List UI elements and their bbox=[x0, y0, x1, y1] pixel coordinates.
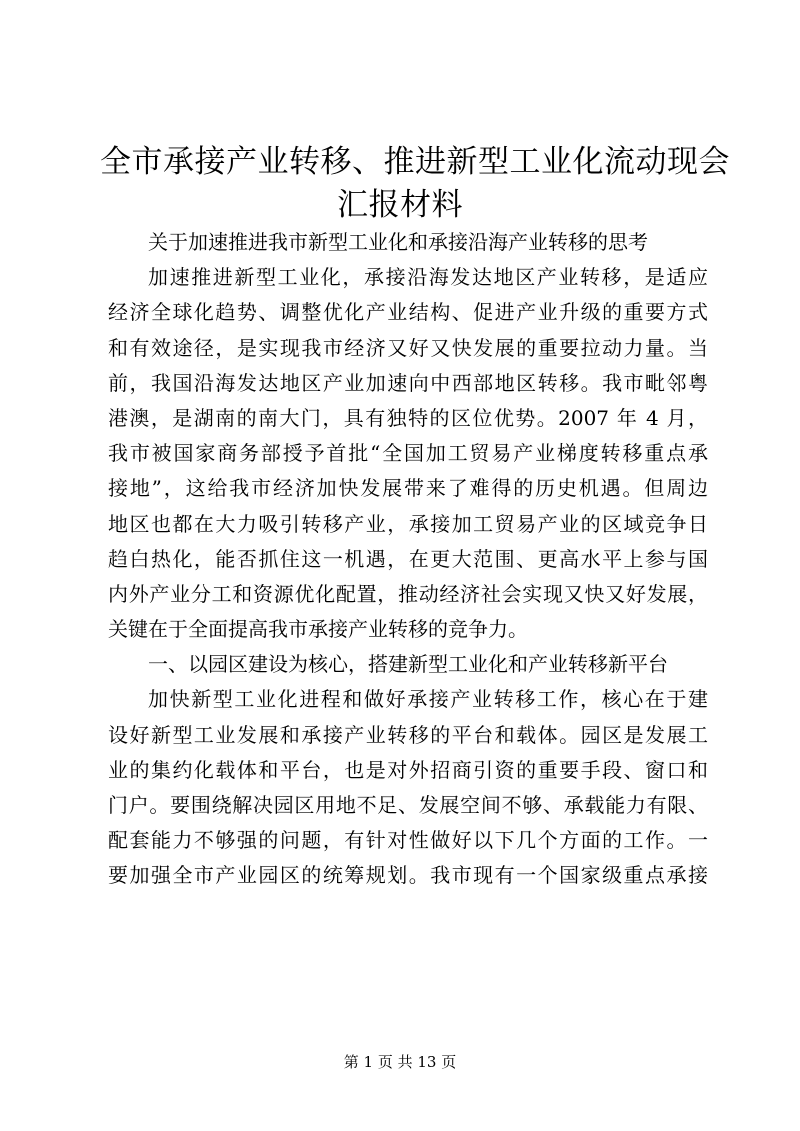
paragraph-2-line: 业的集约化载体和平台，也是对外招商引资的重要手段、窗口和 bbox=[108, 757, 708, 782]
paragraph-2-line: 配套能力不够强的问题，有针对性做好以下几个方面的工作。一 bbox=[108, 828, 708, 853]
document-body bbox=[108, 225, 708, 894]
document-subtitle: 关于加速推进我市新型工业化和承接沿海产业转移的思考 bbox=[148, 230, 648, 254]
paragraph-1-line: 接地”，这给我市经济加快发展带来了难得的历史机遇。但周边 bbox=[108, 476, 708, 501]
paragraph-1-line: 前，我国沿海发达地区产业加速向中西部地区转移。我市毗邻粤 bbox=[108, 370, 708, 395]
paragraph-1-line: 经济全球化趋势、调整优化产业结构、促进产业升级的重要方式 bbox=[108, 300, 708, 325]
paragraph-1-line: 地区也都在大力吸引转移产业，承接加工贸易产业的区域竞争日 bbox=[108, 511, 708, 536]
paragraph-1-line: 加速推进新型工业化，承接沿海发达地区产业转移，是适应 bbox=[148, 265, 708, 290]
paragraph-2-line: 设好新型工业发展和承接产业转移的平台和载体。园区是发展工 bbox=[108, 722, 708, 747]
paragraph-1-line: 趋白热化，能否抓住这一机遇，在更大范围、更高水平上参与国 bbox=[108, 546, 708, 571]
paragraph-1-line: 港澳，是湖南的南大门，具有独特的区位优势。2007 年 4 月， bbox=[108, 405, 708, 430]
paragraph-1-line: 和有效途径，是实现我市经济又好又快发展的重要拉动力量。当 bbox=[108, 335, 708, 360]
page-number-footer: 第 1 页 共 13 页 bbox=[343, 1053, 457, 1071]
paragraph-2-line: 门户。要围绕解决园区用地不足、发展空间不够、承载能力有限、 bbox=[108, 793, 708, 817]
paragraph-2-line: 要加强全市产业园区的统筹规划。我市现有一个国家级重点承接 bbox=[108, 863, 708, 888]
document-title-line-1: 全市承接产业转移、推进新型工业化流动现会 bbox=[100, 144, 730, 180]
paragraph-1-line: 内外产业分工和资源优化配置，推动经济社会实现又快又好发展， bbox=[108, 581, 708, 606]
paragraph-1-line: 关键在于全面提高我市承接产业转移的竞争力。 bbox=[108, 617, 528, 642]
document-title-line-2: 汇报材料 bbox=[337, 187, 463, 223]
section-heading: 一、以园区建设为核心，搭建新型工业化和产业转移新平台 bbox=[148, 652, 668, 677]
paragraph-2-line: 加快新型工业化进程和做好承接产业转移工作，核心在于建 bbox=[148, 687, 708, 712]
paragraph-1-line: 我市被国家商务部授予首批“全国加工贸易产业梯度转移重点承 bbox=[108, 441, 708, 466]
